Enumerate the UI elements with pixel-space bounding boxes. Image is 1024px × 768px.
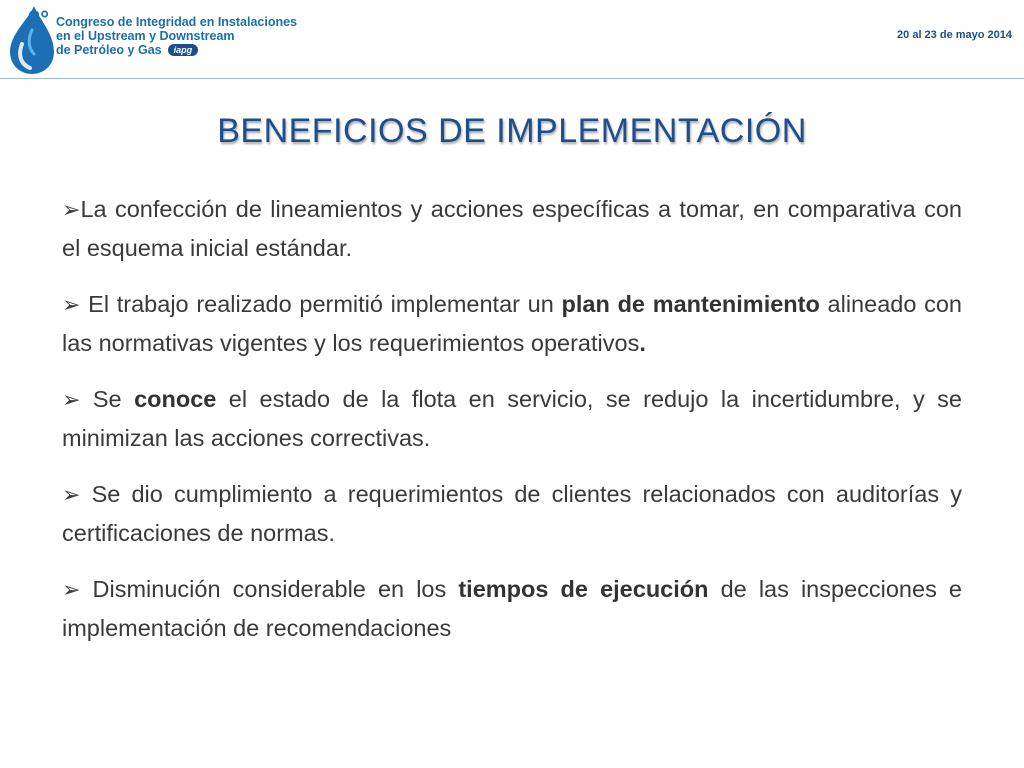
header-divider bbox=[0, 78, 1024, 79]
emphasis-text: plan de mantenimiento bbox=[561, 291, 820, 317]
congress-name-line2: en el Upstream y Downstream bbox=[56, 29, 235, 43]
emphasis-text: conoce bbox=[134, 386, 217, 412]
arrow-bullet-icon: ➢ bbox=[62, 197, 81, 222]
header bbox=[0, 0, 1024, 82]
water-drop-icon bbox=[4, 2, 60, 76]
congress-name-line1: Congreso de Integridad en Instalaciones bbox=[56, 15, 298, 29]
bullet-item: ➢ El trabajo realizado permitió implementar un plan de mantenimiento alineado con las normativas vigentes y los requerimientos operativos. bbox=[62, 291, 962, 356]
congress-logo bbox=[4, 2, 60, 76]
arrow-bullet-icon: ➢ bbox=[62, 482, 81, 507]
bullet-item: ➢ Se conoce el estado de la flota en servicio, se redujo la incertidumbre, y se minimizan las acciones correctivas. bbox=[62, 386, 962, 451]
arrow-bullet-icon: ➢ bbox=[62, 577, 81, 602]
svg-text:2°: 2° bbox=[28, 6, 50, 31]
iapg-badge: iapg bbox=[168, 44, 199, 56]
congress-name bbox=[56, 15, 316, 57]
bullet-item: ➢ Se dio cumplimiento a requerimientos de clientes relacionados con auditorías y certificaciones de normas. bbox=[62, 481, 962, 546]
slide-title: BENEFICIOS DE IMPLEMENTACIÓN bbox=[217, 112, 807, 150]
arrow-bullet-icon: ➢ bbox=[62, 292, 81, 317]
arrow-bullet-icon: ➢ bbox=[62, 387, 81, 412]
congress-name-line3: de Petróleo y Gas bbox=[56, 43, 162, 57]
bullet-item: ➢ Disminución considerable en los tiempos de ejecución de las inspecciones e implementación de recomendaciones bbox=[62, 576, 962, 641]
emphasis-text: tiempos de ejecución bbox=[458, 576, 709, 602]
event-date: 20 al 23 de mayo 2014 bbox=[897, 29, 1012, 41]
bullet-item: ➢La confección de lineamientos y acciones específicas a tomar, en comparativa con el esquema inicial estándar. bbox=[62, 196, 962, 261]
bullet-list bbox=[62, 190, 962, 647]
